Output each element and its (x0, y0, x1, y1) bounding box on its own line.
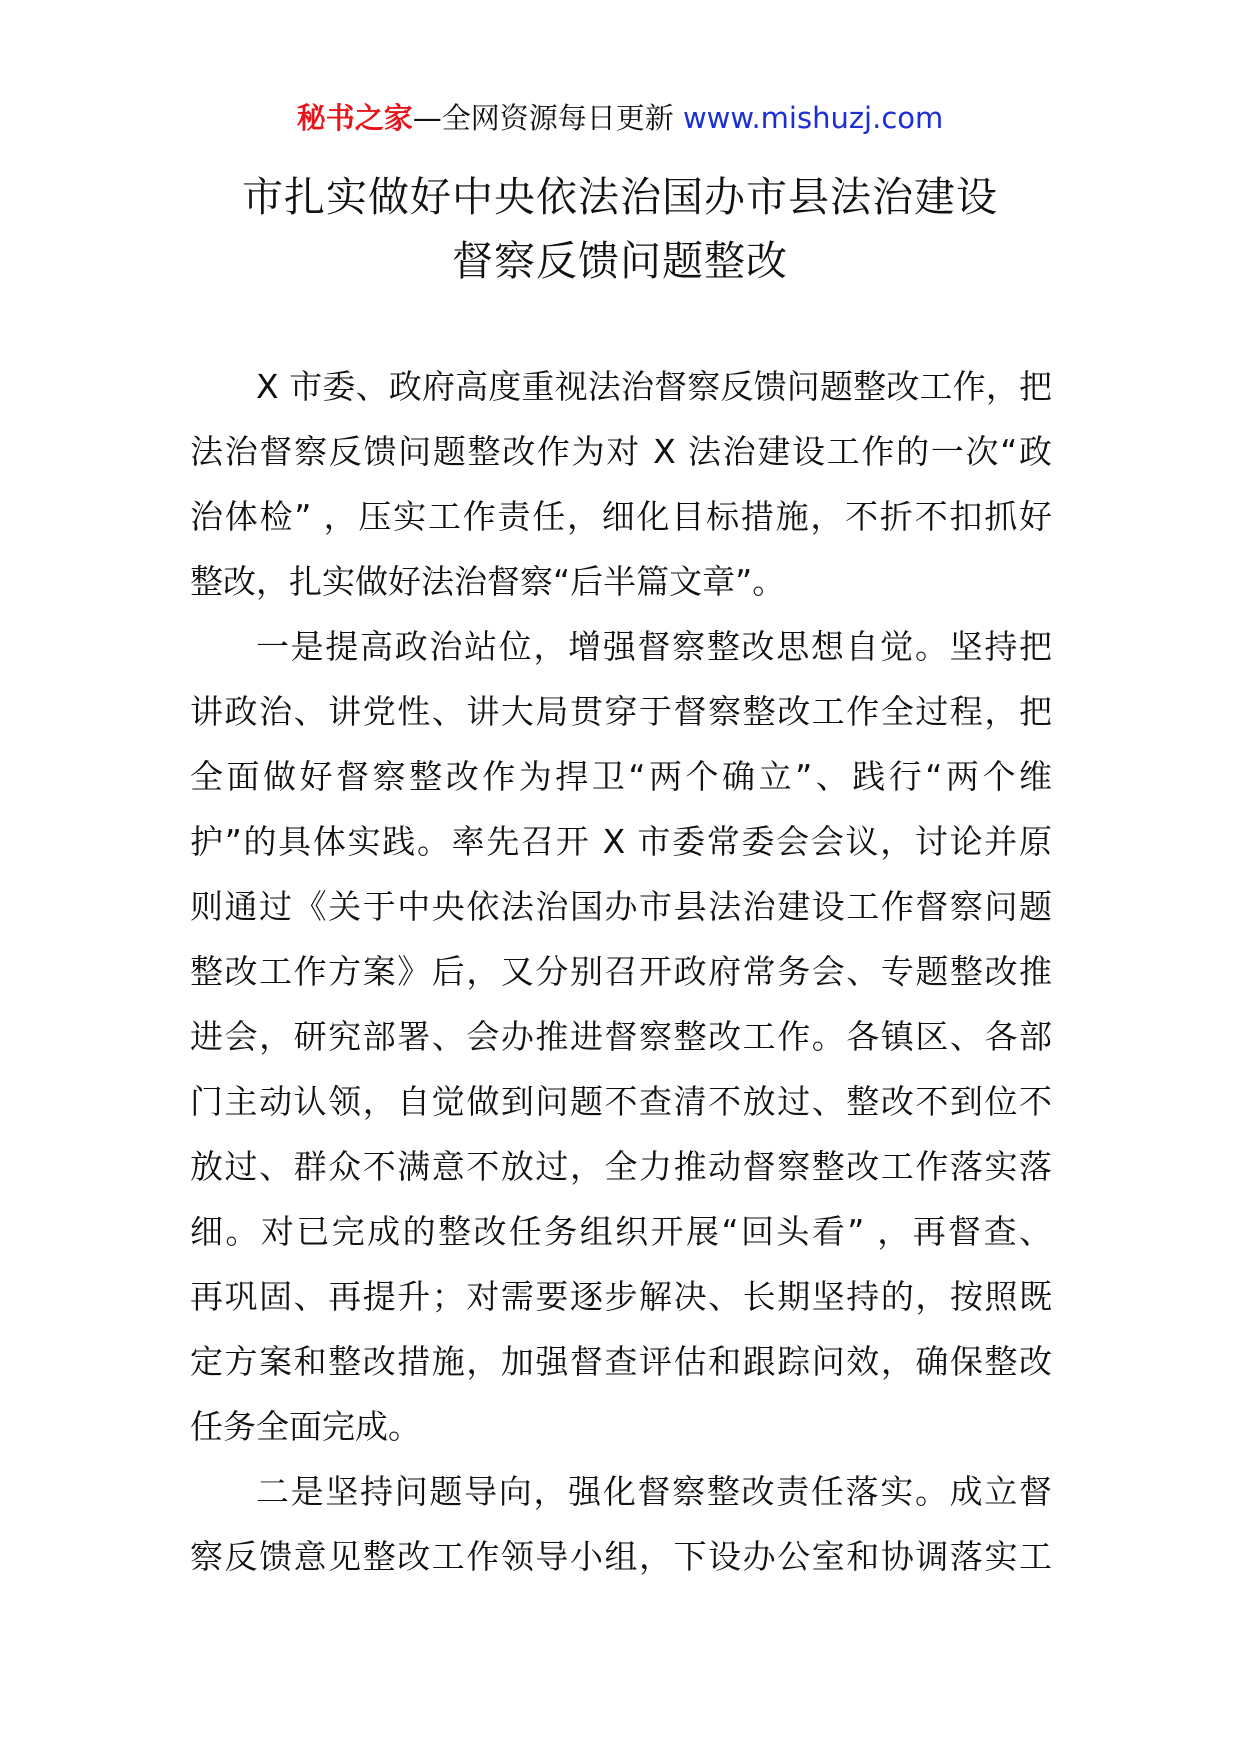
body-line: 全面做好督察整改作为捍卫“两个确立”、践行“两个维 (190, 757, 1052, 796)
body-line: X 市委、政府高度重视法治督察反馈问题整改工作，把 (256, 367, 1052, 406)
body-line: 整改工作方案》后，又分别召开政府常务会、专题整改推 (190, 952, 1052, 991)
body-line: 整改，扎实做好法治督察“后半篇文章”。 (190, 562, 786, 601)
body-line: 察反馈意见整改工作领导小组，下设办公室和协调落实工 (190, 1537, 1052, 1576)
title-line: 督察反馈问题整改 (452, 237, 788, 285)
body-line: 一是提高政治站位，增强督察整改思想自觉。坚持把 (256, 627, 1052, 666)
body-line: 任务全面完成。 (190, 1407, 421, 1446)
document-body (190, 354, 1052, 1589)
body-line: 护”的具体实践。率先召开 X 市委常委会会议，讨论并原 (190, 822, 1052, 861)
header-tagline: —全网资源每日更新 (412, 101, 674, 135)
body-line: 定方案和整改措施，加强督查评估和跟踪问效，确保整改 (190, 1342, 1052, 1381)
body-line: 再巩固、再提升；对需要逐步解决、长期坚持的，按照既 (190, 1277, 1052, 1316)
body-line: 法治督察反馈问题整改作为对 X 法治建设工作的一次“政 (190, 432, 1052, 471)
document-title (100, 165, 1140, 293)
body-line: 进会，研究部署、会办推进督察整改工作。各镇区、各部 (190, 1017, 1052, 1056)
body-line: 讲政治、讲党性、讲大局贯穿于督察整改工作全过程，把 (190, 692, 1052, 731)
body-line: 细。对已完成的整改任务组织开展“回头看” ，再督查、 (190, 1212, 1052, 1251)
site-url: www.mishuzj.com (682, 101, 944, 135)
site-header (0, 98, 1240, 138)
body-line: 二是坚持问题导向，强化督察整改责任落实。成立督 (256, 1472, 1052, 1511)
body-line: 门主动认领，自觉做到问题不查清不放过、整改不到位不 (190, 1082, 1052, 1121)
title-line: 市扎实做好中央依法治国办市县法治建设 (242, 173, 998, 221)
body-line: 放过、群众不满意不放过，全力推动督察整改工作落实落 (190, 1147, 1052, 1186)
body-line: 则通过《关于中央依法治国办市县法治建设工作督察问题 (190, 887, 1052, 926)
body-line: 治体检” ，压实工作责任，细化目标措施，不折不扣抓好 (190, 497, 1052, 536)
brand-name: 秘书之家 (296, 101, 413, 135)
